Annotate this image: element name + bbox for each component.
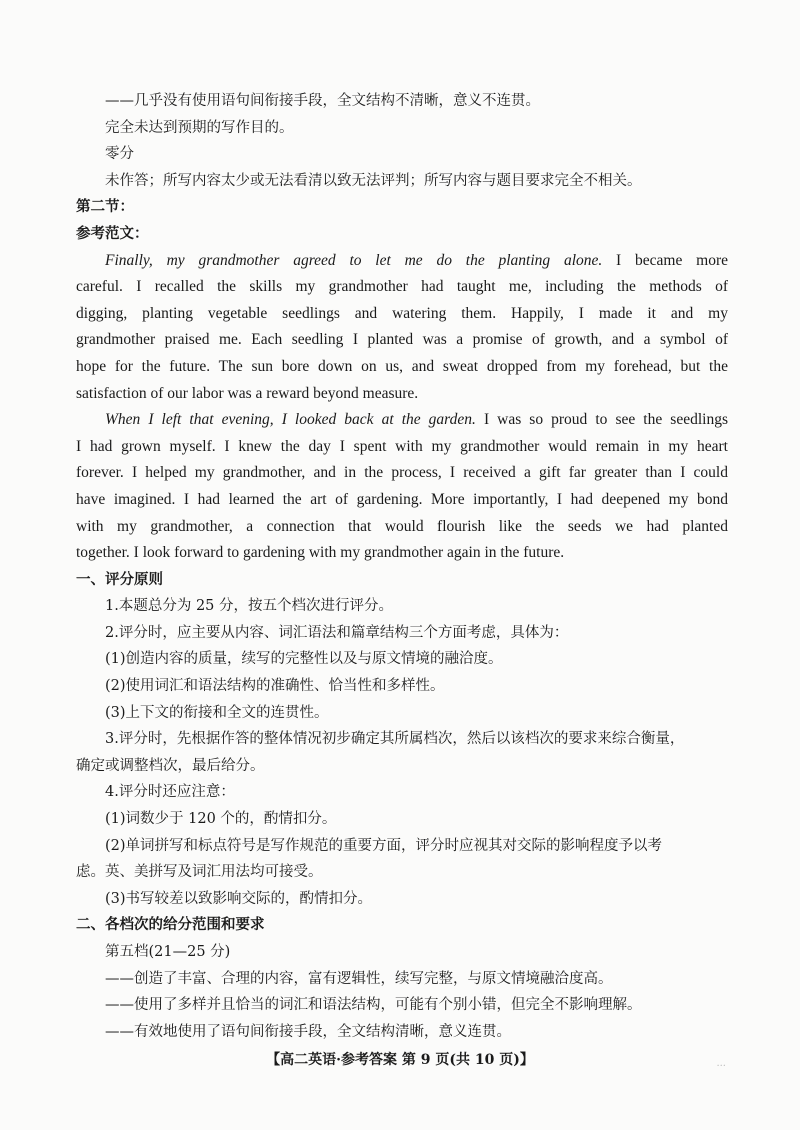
essay-line: careful. I recalled the skills my grandmother had taught me, including the methods of (76, 278, 728, 296)
essay-line: with my grandmother, a connection that would flourish like the seeds we had planted (76, 517, 728, 535)
principle-item: (3)上下文的衔接和全文的连贯性。 (105, 704, 329, 721)
essay-line: hope for the future. The sun bore down on us, and sweat dropped from my forehead, but the (76, 357, 728, 375)
principle-item: (2)使用词汇和语法结构的准确性、恰当性和多样性。 (105, 678, 445, 695)
sample-essay-heading: 参考范文： (76, 224, 149, 242)
essay-line: digging, planting vegetable seedlings and watering them. Happily, I made it and my (76, 304, 728, 322)
essay-line: together. I look forward to gardening with my grandmother again in the future. (76, 544, 565, 562)
principle-item: 确定或调整档次，最后给分。 (76, 757, 265, 774)
level-criterion: ——使用了多样并且恰当的词汇和语法结构，可能有个别小错，但完全不影响理解。 (105, 997, 642, 1014)
essay-lead-sentence: Finally, my grandmother agreed to let me do the planting alone. (105, 251, 603, 269)
essay-text: I became more (602, 251, 728, 269)
level-title: 第五档(21—25 分) (105, 944, 231, 960)
scoring-principles-heading: 一、评分原则 (76, 570, 163, 588)
essay-paragraph-2 (76, 407, 728, 567)
zero-score-title: 零分 (105, 146, 134, 163)
corner-mark: ... (716, 1058, 726, 1069)
principle-item: (3)书写较差以致影响交际的，酌情扣分。 (105, 890, 373, 907)
principle-item: 2.评分时，应主要从内容、词汇语法和篇章结构三个方面考虑，具体为： (105, 624, 569, 641)
essay-line: I had grown myself. I knew the day I spent with my grandmother would remain in my heart (76, 437, 728, 455)
principle-item: (2)单词拼写和标点符号是写作规范的重要方面，评分时应视其对交际的影响程度予以考 (105, 837, 663, 854)
essay-text: I was so proud to see the seedlings (475, 411, 728, 429)
principle-item: 1.本题总分为 25 分，按五个档次进行评分。 (105, 598, 394, 615)
principle-item: 3.评分时，先根据作答的整体情况初步确定其所属档次，然后以该档次的要求来综合衡量， (105, 731, 685, 748)
score-levels-heading: 二、各档次的给分范围和要求 (76, 916, 265, 934)
essay-line: forever. I helped my grandmother, and in the process, I received a gift far greater than I could (76, 464, 728, 482)
page-body (76, 88, 728, 1045)
level-criterion: ——有效地使用了语句间衔接手段，全文结构清晰，意义连贯。 (105, 1023, 511, 1040)
essay-line: satisfaction of our labor was a reward beyond measure. (76, 384, 419, 402)
essay-line: have imagined. I had learned the art of gardening. More importantly, I had deepened my bond (76, 490, 728, 508)
level-criterion: ——创造了丰富、合理的内容，富有逻辑性，续写完整，与原文情境融洽度高。 (105, 970, 613, 987)
page-footer: 【高二英语·参考答案 第 9 页(共 10 页)】 (266, 1052, 534, 1068)
essay-line (76, 407, 728, 434)
essay-line: grandmother praised me. Each seedling I planted was a promise of growth, and a symbol of (76, 331, 728, 349)
section-heading: 第二节： (76, 198, 134, 216)
principle-item: 4.评分时还应注意： (105, 784, 235, 801)
essay-line (76, 248, 728, 275)
criteria-line: ——几乎没有使用语句间衔接手段，全文结构不清晰，意义不连贯。 (105, 93, 540, 109)
principle-item: (1)创造内容的质量，续写的完整性以及与原文情境的融洽度。 (105, 651, 503, 668)
zero-score-text: 未作答；所写内容太少或无法看清以致无法评判；所写内容与题目要求完全不相关。 (105, 172, 642, 189)
essay-lead-sentence: When I left that evening, I looked back at the garden. (105, 411, 476, 429)
essay-paragraph-1 (76, 248, 728, 408)
criteria-line: 完全未达到预期的写作目的。 (105, 119, 294, 136)
principle-item: (1)词数少于 120 个的，酌情扣分。 (105, 811, 337, 828)
principle-item: 虑。英、美拼写及词汇用法均可接受。 (76, 864, 323, 881)
